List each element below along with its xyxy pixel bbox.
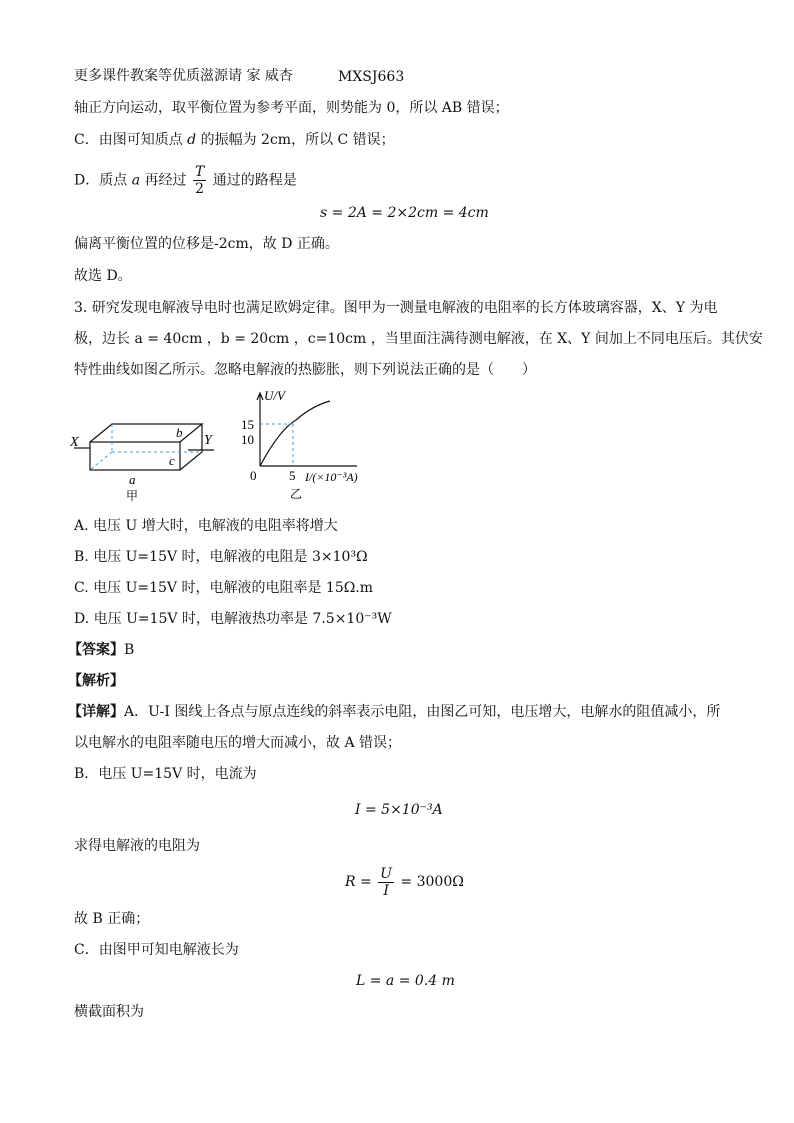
label-c: c: [169, 453, 175, 468]
option-d: D. 电压 U=15V 时，电解液热功率是 7.5×10⁻³W: [74, 611, 392, 627]
question-line: 特性曲线如图乙所示。忽略电解液的热膨胀，则下列说法正确的是（ ）: [74, 362, 536, 378]
eq-right: = 3000Ω: [395, 874, 464, 890]
answer-block: [68, 640, 134, 660]
text: 再经过: [140, 172, 191, 189]
cuboid-front-face: [90, 442, 180, 470]
x-tick-5: 5: [289, 468, 296, 483]
text: D．质点: [74, 172, 132, 189]
figure-yi: [232, 384, 372, 504]
detail-line: 故 B 正确；: [74, 911, 150, 927]
detail-line: C．由图甲可知电解液长为: [74, 942, 239, 958]
cuboid-top-face: [90, 424, 202, 442]
y-tick-15: 15: [241, 417, 254, 432]
y-tick-10: 10: [241, 432, 254, 447]
header-promo: 更多课件教案等优质滋源请 家 威杏: [74, 68, 293, 84]
question-line: 极，边长 a = 40cm ，b = 20cm ，c=10cm ，当里面注满待测电解液，在 X、Y 间加上不同电压后。其伏安: [74, 331, 763, 347]
fraction-t-over-2: [193, 164, 206, 197]
frac-den: I: [383, 882, 389, 899]
answer-label: 【答案】: [68, 642, 124, 658]
detail-line: [68, 702, 720, 722]
x-axis-label: I/(×10⁻³A): [305, 470, 358, 484]
frac-den: 2: [195, 181, 205, 197]
label-x: X: [70, 435, 79, 450]
equation-length: L = a = 0.4 m: [356, 973, 455, 989]
header-code: MXSJ663: [338, 69, 405, 85]
caption-jia: 甲: [126, 489, 139, 503]
origin-label: 0: [250, 468, 257, 483]
label-y: Y: [204, 433, 212, 448]
uv-curve: [260, 401, 330, 466]
var-a: a: [131, 172, 141, 189]
equation-resistance: [345, 862, 464, 902]
solution-choose: 故选 D。: [74, 268, 132, 284]
solution-option-d: [74, 164, 297, 197]
cuboid-right-face: [180, 424, 202, 470]
frac-num: T: [194, 164, 205, 180]
y-axis-label: U/V: [264, 388, 285, 403]
label-a: a: [129, 472, 136, 487]
var-d: d: [187, 132, 197, 148]
label-b: b: [176, 425, 183, 440]
figure-jia: [70, 392, 220, 504]
detail-line: 求得电解液的电阻为: [74, 838, 200, 854]
detail-label: 【详解】: [68, 704, 124, 720]
detail-text: A．U-I 图线上各点与原点连线的斜率表示电阻，由图乙可知，电压增大，电解水的阻值减小，所: [124, 704, 721, 720]
equation-current: I = 5×10⁻³A: [355, 802, 443, 818]
fraction-u-over-i: [378, 866, 394, 899]
eq-left: R =: [345, 874, 377, 890]
frac-num: U: [380, 865, 392, 882]
hidden-edge: [90, 452, 112, 470]
analysis-label: 【解析】: [68, 673, 124, 689]
equation-path: s = 2A = 2×2cm = 4cm: [320, 205, 489, 221]
text: 的振幅为 2cm，所以 C 错误；: [196, 132, 395, 148]
solution-option-c: [74, 130, 395, 150]
detail-line: B．电压 U=15V 时，电流为: [74, 766, 257, 782]
solution-line: 轴正方向运动，取平衡位置为参考平面，则势能为 0，所以 AB 错误；: [74, 100, 509, 116]
text: C．由图可知质点: [74, 132, 188, 148]
text: 通过的路程是: [208, 172, 297, 189]
detail-line: 以电解水的电阻率随电压的增大而减小，故 A 错误；: [74, 735, 402, 751]
solution-line: 偏离平衡位置的位移是-2cm，故 D 正确。: [74, 236, 339, 252]
detail-line: 横截面积为: [74, 1004, 144, 1020]
option-c: C. 电压 U=15V 时，电解液的电阻率是 15Ω.m: [74, 580, 374, 596]
option-a: A. 电压 U 增大时，电解液的电阻率将增大: [74, 518, 338, 534]
caption-yi: 乙: [290, 487, 303, 501]
question-line: 3. 研究发现电解液导电时也满足欧姆定律。图甲为一测量电解液的电阻率的长方体玻璃容器，X、Y 为电: [74, 300, 718, 316]
option-b: B. 电压 U=15V 时，电解液的电阻是 3×10³Ω: [74, 549, 368, 565]
answer-value: B: [124, 642, 135, 658]
